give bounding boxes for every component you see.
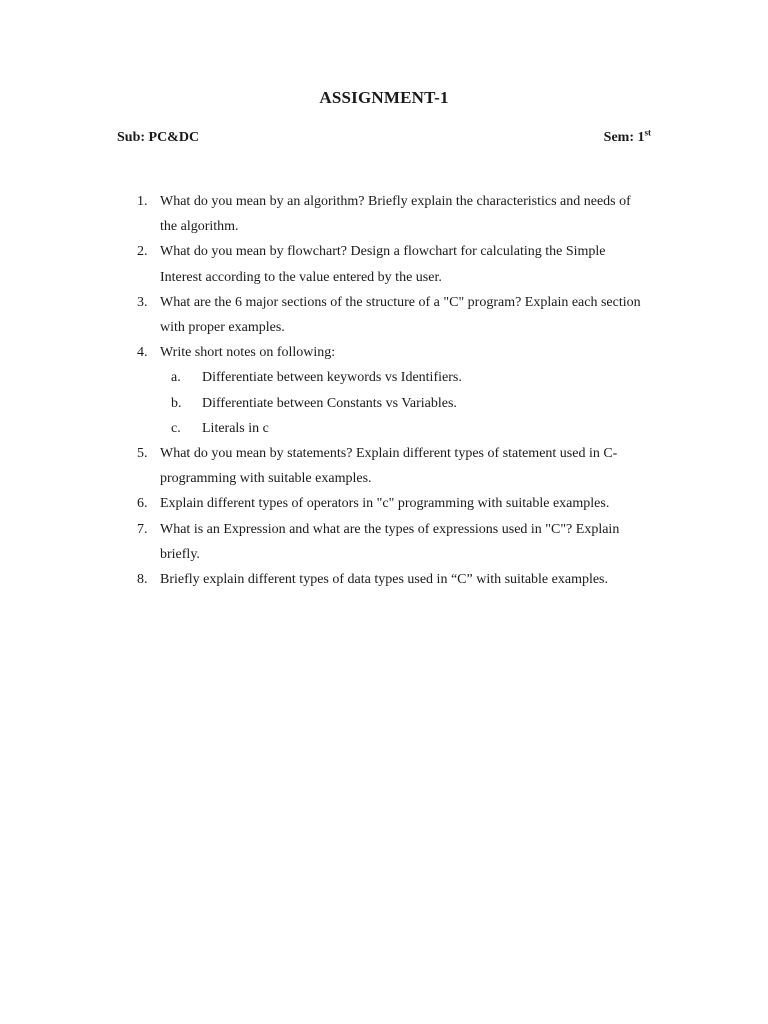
sub-question-letter: c. <box>171 420 181 436</box>
question-text: What do you mean by flowchart? Design a flowchart for calculating the Simple Interest according to the value entered by the user. <box>160 244 606 285</box>
document-title: ASSIGNMENT-1 <box>319 88 449 107</box>
question-item <box>0 441 650 491</box>
question-text: What is an Expression and what are the types of expressions used in "C"? Explain briefly. <box>160 521 620 562</box>
subject-label: Sub: PC&DC <box>117 130 200 145</box>
question-text: Briefly explain different types of data types used in “C” with suitable examples. <box>160 572 609 588</box>
sub-question-item <box>0 416 642 441</box>
question-item <box>0 239 650 289</box>
question-number: 8. <box>137 572 148 588</box>
question-text: What are the 6 major sections of the structure of a "C" program? Explain each section with proper examples. <box>160 294 641 336</box>
question-number: 5. <box>137 446 148 462</box>
sub-question-letter: b. <box>171 395 182 411</box>
sub-question-text: Differentiate between keywords vs Identifiers. <box>202 370 462 386</box>
question-number: 3. <box>137 294 148 310</box>
sub-question-text: Differentiate between Constants vs Variables. <box>202 395 457 411</box>
sub-question-letter: a. <box>171 370 181 386</box>
question-text: What do you mean by statements? Explain different types of statement used in C-programming with suitable examples. <box>160 446 618 487</box>
question-number: 6. <box>137 496 148 512</box>
question-number: 2. <box>137 244 148 260</box>
semester-suffix: st <box>644 127 651 138</box>
question-number: 7. <box>137 521 148 537</box>
question-text: Write short notes on following: <box>160 345 336 361</box>
question-text: Explain different types of operators in "c" programming with suitable examples. <box>160 496 610 512</box>
sub-question-item <box>0 365 642 390</box>
question-item <box>0 517 650 567</box>
semester-text: Sem: 1 <box>603 130 645 145</box>
sub-question-text: Literals in c <box>202 420 269 436</box>
question-item <box>0 290 650 340</box>
sub-question-item <box>0 391 642 416</box>
question-list <box>0 189 768 592</box>
question-number: 4. <box>137 345 148 361</box>
question-number: 1. <box>137 194 148 209</box>
question-item <box>0 491 650 516</box>
question-item <box>0 340 650 365</box>
question-text: What do you mean by an algorithm? Briefly explain the characteristics and needs of the algorithm. <box>160 194 631 235</box>
question-item <box>0 189 650 239</box>
question-item <box>0 567 650 592</box>
semester-label <box>603 127 651 146</box>
